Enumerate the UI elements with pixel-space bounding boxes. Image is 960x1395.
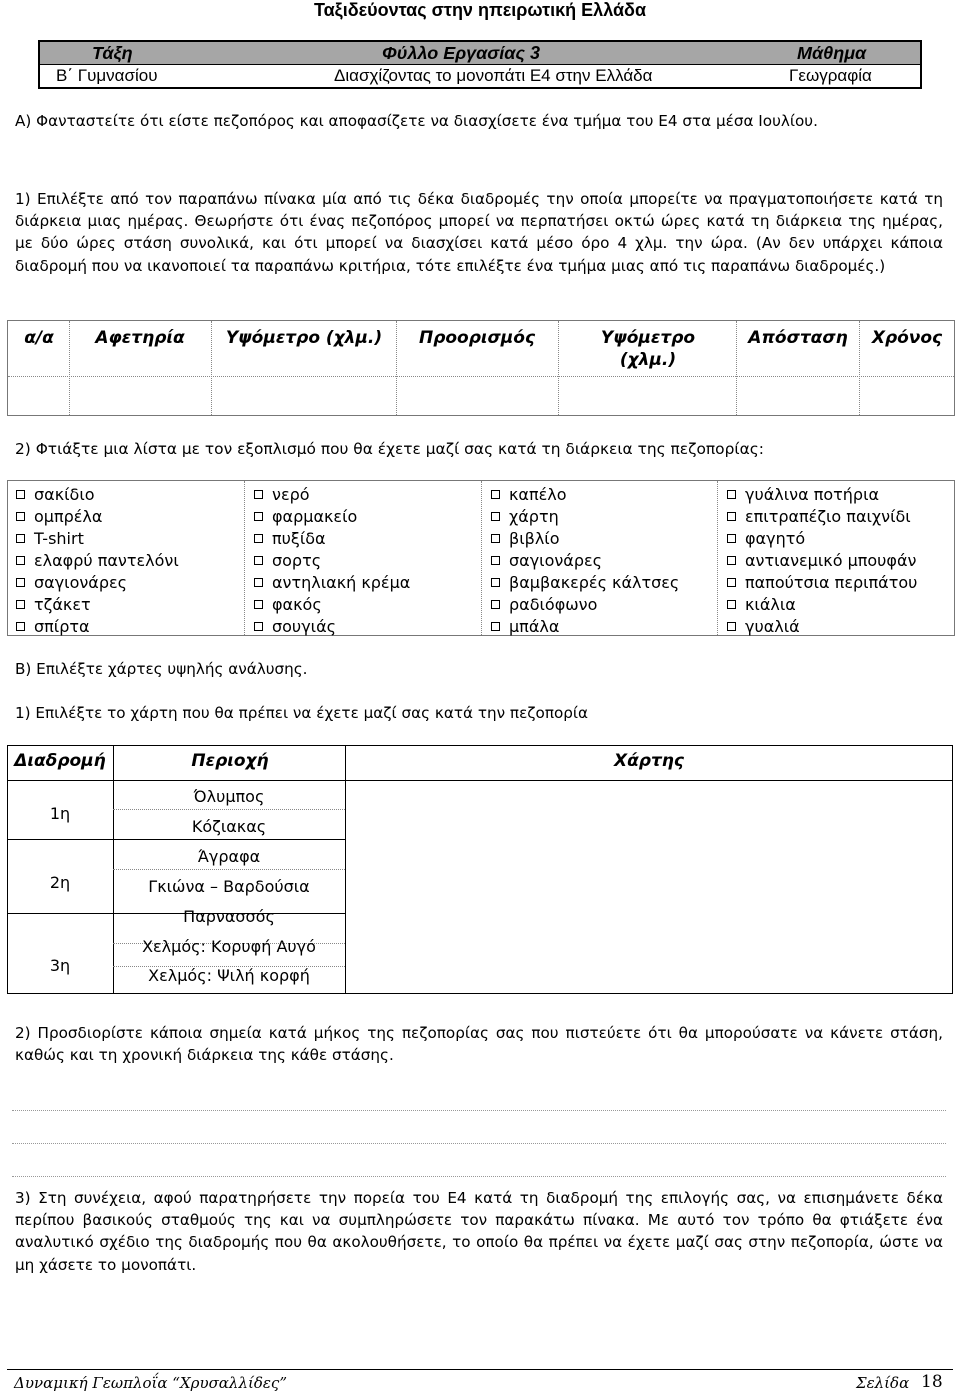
route-3-label: 3η [49, 956, 71, 975]
equipment-item[interactable] [727, 527, 917, 549]
equipment-item-label: καπέλο [509, 484, 567, 504]
equipment-column-4 [727, 483, 917, 637]
equipment-item-label: τζάκετ [34, 594, 91, 614]
equipment-item-label: σουγιάς [272, 616, 337, 636]
equipment-item-label: νερό [272, 484, 310, 504]
equipment-item-label: σαγιονάρες [509, 550, 603, 570]
equipment-column-1 [16, 483, 179, 637]
equipment-item[interactable] [491, 593, 679, 615]
equipment-item[interactable] [491, 483, 679, 505]
route-2-area-2: Γκιώνα – Βαρδούσια [148, 877, 310, 896]
equipment-item[interactable] [16, 505, 179, 527]
checkbox-icon[interactable] [16, 622, 25, 631]
equipment-item-label: ελαφρύ παντελόνι [34, 550, 179, 570]
checkbox-icon[interactable] [254, 600, 263, 609]
checkbox-icon[interactable] [16, 600, 25, 609]
equipment-item-label: βαμβακερές κάλτσες [509, 572, 680, 592]
route-header-distance: Απόσταση [748, 328, 848, 348]
checkbox-icon[interactable] [727, 578, 736, 587]
equipment-item-label: χάρτη [509, 506, 559, 526]
equipment-item[interactable] [16, 483, 179, 505]
footer-page-number: 18 [921, 1372, 943, 1392]
route-header-start: Αφετηρία [95, 328, 185, 348]
equipment-item-label: γυαλιά [745, 616, 800, 636]
checkbox-icon[interactable] [254, 556, 263, 565]
map-table [7, 745, 953, 994]
section-b-question-3: 3) Στη συνέχεια, αφού παρατηρήσετε την πορεία του Ε4 κατά τη διαδρομή της επιλογής σας, να επισημάνετε δέκα περίπου βασικούς σταθμούς της και να συμπληρώσετε τον παρακάτω πίνακα. Με αυτό τον τρόπο θα φτιάξετε ένα αναλυτικό σχέδιο της διαδρομής που θα ακολουθήσετε, το οποίο θα πρέπει να έχετε μαζί σας στην πεζοπορία, ώστε να μη χάσετε το μονοπάτι. [15, 1189, 943, 1274]
equipment-item-label: σακίδιο [34, 484, 95, 504]
equipment-item[interactable] [254, 549, 410, 571]
checkbox-icon[interactable] [16, 578, 25, 587]
checkbox-icon[interactable] [491, 622, 500, 631]
checkbox-icon[interactable] [727, 512, 736, 521]
checkbox-icon[interactable] [16, 490, 25, 499]
checkbox-icon[interactable] [254, 622, 263, 631]
footer-title: Δυναμική Γεωπλοΐα “Χρυσαλλίδες” [14, 1374, 287, 1392]
equipment-item[interactable] [727, 483, 917, 505]
equipment-item[interactable] [16, 571, 179, 593]
equipment-item-label: σαγιονάρες [34, 572, 128, 592]
map-header-area: Περιοχή [191, 751, 269, 771]
checkbox-icon[interactable] [491, 600, 500, 609]
header-label-row [40, 42, 920, 64]
checkbox-icon[interactable] [16, 534, 25, 543]
checkbox-icon[interactable] [727, 556, 736, 565]
equipment-item[interactable] [254, 571, 410, 593]
route-header-time: Χρόνος [871, 328, 943, 348]
route-header-aa: α/α [24, 328, 54, 348]
section-b-question-1: 1) Επιλέξτε το χάρτη που θα πρέπει να έχετε μαζί σας κατά την πεζοπορία [15, 704, 589, 722]
checkbox-icon[interactable] [254, 512, 263, 521]
checkbox-icon[interactable] [727, 622, 736, 631]
route-header-altitude-end: Υψόμετρο (χλμ.) [600, 328, 696, 370]
checkbox-icon[interactable] [727, 534, 736, 543]
equipment-item[interactable] [491, 527, 679, 549]
sheet-value: Διασχίζοντας το μονοπάτι Ε4 στην Ελλάδα [334, 66, 653, 85]
equipment-item-label: φαρμακείο [272, 506, 358, 526]
equipment-item[interactable] [254, 505, 410, 527]
equipment-item-label: μπάλα [509, 616, 560, 636]
page-title: Ταξιδεύοντας στην ηπειρωτική Ελλάδα [313, 0, 647, 20]
equipment-item[interactable] [491, 615, 679, 637]
route-table [7, 320, 955, 416]
route-header-altitude-start: Υψόμετρο (χλμ.) [225, 328, 383, 348]
equipment-column-2 [254, 483, 410, 637]
subject-value: Γεωγραφία [789, 66, 872, 85]
equipment-item-label: ραδιόφωνο [509, 594, 598, 614]
checkbox-icon[interactable] [254, 578, 263, 587]
equipment-item[interactable] [491, 505, 679, 527]
equipment-item[interactable] [254, 527, 410, 549]
equipment-item[interactable] [727, 593, 917, 615]
equipment-column-3 [491, 483, 679, 637]
equipment-item[interactable] [491, 549, 679, 571]
checkbox-icon[interactable] [254, 490, 263, 499]
equipment-item-label: επιτραπέζιο παιχνίδι [745, 506, 911, 526]
route-3-area-1: Παρνασσός [183, 907, 275, 926]
route-2-label: 2η [49, 873, 71, 892]
class-label: Τάξη [92, 42, 133, 63]
equipment-item[interactable] [16, 593, 179, 615]
section-a-intro: Α) Φανταστείτε ότι είστε πεζοπόρος και αποφασίζετε να διασχίσετε ένα τμήμα του Ε4 στα μέσα Ιουλίου. [15, 112, 818, 130]
answer-line-3 [12, 1176, 946, 1177]
equipment-item-label: T-shirt [34, 528, 84, 548]
equipment-item-label: ομπρέλα [34, 506, 103, 526]
section-b-intro: Β) Επιλέξτε χάρτες υψηλής ανάλυσης. [15, 660, 308, 678]
checkbox-icon[interactable] [491, 512, 500, 521]
equipment-table [7, 480, 955, 636]
equipment-item[interactable] [727, 549, 917, 571]
equipment-item-label: σορτς [272, 550, 322, 570]
checkbox-icon[interactable] [16, 556, 25, 565]
equipment-item[interactable] [254, 483, 410, 505]
class-value: Β΄ Γυμνασίου [56, 66, 158, 85]
equipment-item-label: κιάλια [745, 594, 796, 614]
equipment-item-label: αντηλιακή κρέμα [272, 572, 411, 592]
checkbox-icon[interactable] [491, 556, 500, 565]
header-table [38, 40, 922, 89]
equipment-item-label: αντιανεμικό μπουφάν [745, 550, 917, 570]
map-header-route: Διαδρομή [14, 751, 106, 771]
checkbox-icon[interactable] [727, 490, 736, 499]
equipment-item-label: φακός [272, 594, 322, 614]
map-header-map: Χάρτης [614, 751, 684, 771]
checkbox-icon[interactable] [491, 490, 500, 499]
equipment-item[interactable] [254, 615, 410, 637]
subject-label: Μάθημα [797, 42, 867, 63]
equipment-item-label: γυάλινα ποτήρια [745, 484, 880, 504]
route-1-area-1: Όλυμπος [193, 787, 265, 806]
route-3-area-2: Χελμός: Κορυφή Αυγό [142, 937, 316, 956]
equipment-item[interactable] [727, 571, 917, 593]
equipment-item[interactable] [16, 615, 179, 637]
equipment-item[interactable] [16, 549, 179, 571]
route-2-area-1: Άγραφα [197, 847, 261, 866]
equipment-item[interactable] [491, 571, 679, 593]
section-a-question-2: 2) Φτιάξτε μια λίστα με τον εξοπλισμό που θα έχετε μαζί σας κατά τη διάρκεια της πεζοπορίας: [15, 440, 764, 458]
equipment-item-label: πυξίδα [272, 528, 326, 548]
checkbox-icon[interactable] [491, 578, 500, 587]
equipment-item-label: σπίρτα [34, 616, 90, 636]
route-header-destination: Προορισμός [418, 328, 536, 348]
route-1-label: 1η [49, 804, 71, 823]
section-a-question-1: 1) Επιλέξτε από τον παραπάνω πίνακα μία από τις δέκα διαδρομές την οποία μπορείτε να πραγματοποιήσετε κατά τη διάρκεια μιας ημέρας. Θεωρήστε ότι ένας πεζοπόρος μπορεί να περπατήσει οκτώ ώρες κατά τη διάρκεια της ημέρας, με δύο ώρες στάση συνολικά, και ότι μπορεί να διασχίσει κατά μέσο όρο 4 χλμ. την ώρα. (Αν δεν υπάρχει κάποια διαδρομή που να ικανοποιεί τα παραπάνω κριτήρια, τότε επιλέξτε ένα τμήμα μιας από τις παραπάνω διαδρομές.) [15, 190, 943, 275]
header-value-row [40, 64, 920, 87]
answer-line-2 [12, 1143, 946, 1144]
section-b-question-2: 2) Προσδιορίστε κάποια σημεία κατά μήκος της πεζοπορίας σας που πιστεύετε ότι θα μπορούσατε να κάνετε στάση, καθώς και τη χρονική διάρκεια της κάθε στάσης. [15, 1024, 943, 1065]
checkbox-icon[interactable] [727, 600, 736, 609]
checkbox-icon[interactable] [491, 534, 500, 543]
checkbox-icon[interactable] [16, 512, 25, 521]
footer-page-label: Σελίδα [856, 1374, 910, 1392]
equipment-item-label: φαγητό [745, 528, 806, 548]
footer-rule [7, 1369, 953, 1370]
equipment-item[interactable] [727, 615, 917, 637]
sheet-label: Φύλλο Εργασίας 3 [382, 42, 540, 63]
equipment-item-label: βιβλίο [509, 528, 560, 548]
equipment-item[interactable] [727, 505, 917, 527]
equipment-item[interactable] [16, 527, 179, 549]
route-1-area-2: Κόζιακας [191, 817, 267, 836]
route-3-area-3: Χελμός: Ψιλή κορφή [148, 966, 310, 985]
equipment-item-label: παπούτσια περιπάτου [745, 572, 918, 592]
answer-line-1 [12, 1110, 946, 1111]
checkbox-icon[interactable] [254, 534, 263, 543]
equipment-item[interactable] [254, 593, 410, 615]
